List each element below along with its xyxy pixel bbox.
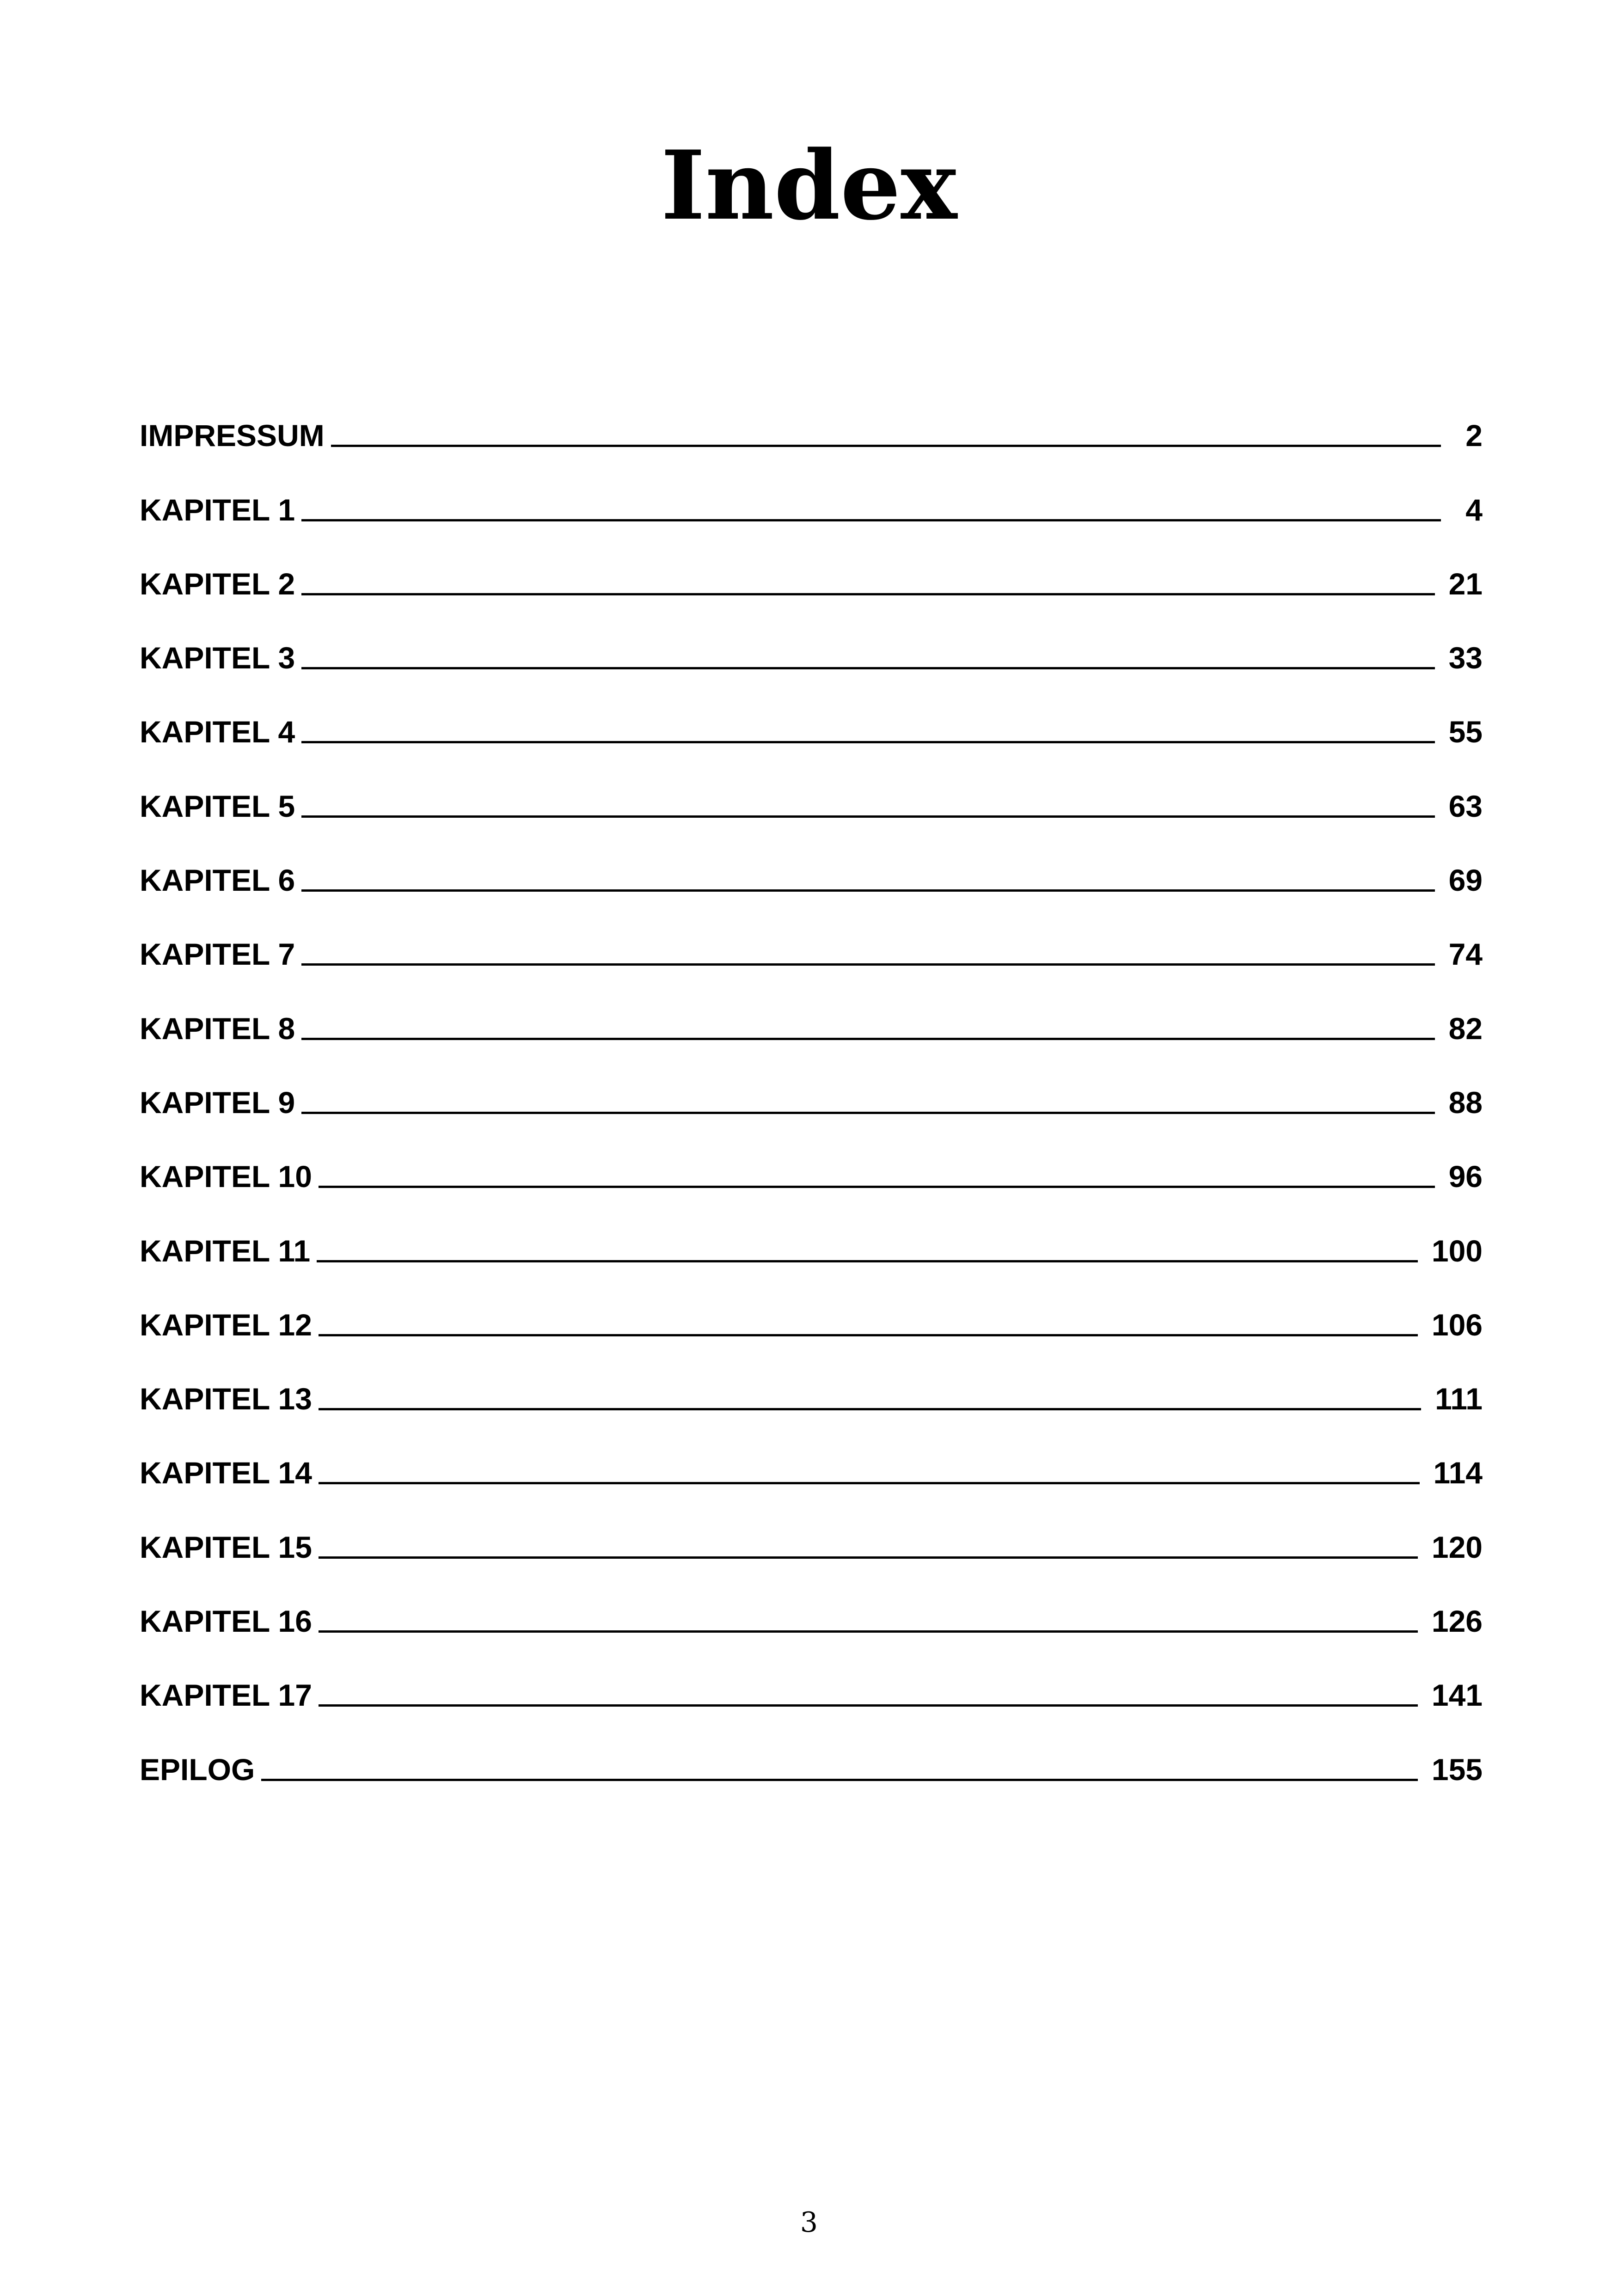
toc-entry-label: KAPITEL 16 — [140, 1604, 312, 1639]
toc-entry-label: IMPRESSUM — [140, 418, 325, 453]
toc-entry-label: KAPITEL 1 — [140, 492, 295, 527]
toc-leader-line — [301, 889, 1434, 892]
toc-leader-line — [301, 815, 1434, 818]
toc-leader-line — [319, 1482, 1420, 1484]
toc-entry-page: 88 — [1448, 1085, 1483, 1120]
toc-entry-page: 126 — [1431, 1604, 1483, 1639]
page-number: 3 — [800, 2206, 818, 2239]
toc-entry-kapitel-3[interactable] — [140, 599, 1483, 673]
toc-leader-line — [317, 1260, 1418, 1262]
toc-entry-kapitel-15[interactable] — [140, 1488, 1483, 1562]
toc-entry-kapitel-14[interactable] — [140, 1414, 1483, 1488]
toc-entry-kapitel-11[interactable] — [140, 1192, 1483, 1266]
toc-entry-kapitel-10[interactable] — [140, 1118, 1483, 1192]
toc-entry-label: EPILOG — [140, 1752, 255, 1787]
toc-leader-line — [261, 1779, 1418, 1781]
toc-entry-page: 21 — [1448, 566, 1483, 601]
page-title: Index — [661, 130, 957, 241]
toc-leader-line — [319, 1408, 1421, 1410]
toc-entry-label: KAPITEL 5 — [140, 789, 295, 823]
toc-entry-label: KAPITEL 6 — [140, 863, 295, 898]
toc-entry-label: KAPITEL 8 — [140, 1011, 295, 1046]
toc-entry-page: 106 — [1431, 1307, 1483, 1342]
toc-entry-page: 155 — [1431, 1752, 1483, 1787]
toc-entry-page: 33 — [1448, 641, 1483, 675]
toc-entry-kapitel-13[interactable] — [140, 1340, 1483, 1414]
toc-entry-label: KAPITEL 9 — [140, 1085, 295, 1120]
toc-entry-label: KAPITEL 3 — [140, 641, 295, 675]
toc-leader-line — [301, 1038, 1434, 1040]
toc-entry-page: 55 — [1448, 715, 1483, 749]
toc-entry-kapitel-7[interactable] — [140, 895, 1483, 972]
toc-entry-page: 100 — [1431, 1233, 1483, 1268]
toc-leader-line — [301, 741, 1434, 743]
toc-entry-kapitel-17[interactable] — [140, 1636, 1483, 1713]
toc-entry-page: 63 — [1448, 789, 1483, 823]
toc-entry-kapitel-12[interactable] — [140, 1266, 1483, 1340]
toc-entry-page: 114 — [1433, 1456, 1483, 1490]
toc-entry-page: 2 — [1465, 418, 1483, 453]
toc-leader-line — [319, 1556, 1418, 1559]
toc-entry-label: KAPITEL 10 — [140, 1159, 312, 1194]
toc-entry-epilog[interactable] — [140, 1710, 1483, 1787]
toc-leader-line — [301, 593, 1434, 595]
toc-entry-page: 111 — [1435, 1382, 1483, 1416]
toc-leader-line — [301, 1112, 1434, 1114]
toc-entry-page: 69 — [1448, 863, 1483, 898]
toc-entry-label: KAPITEL 11 — [140, 1233, 311, 1268]
toc-entry-kapitel-1[interactable] — [140, 451, 1483, 525]
toc-entry-label: KAPITEL 4 — [140, 715, 295, 749]
toc-leader-line — [301, 519, 1441, 521]
toc-entry-label: KAPITEL 13 — [140, 1382, 312, 1416]
toc-entry-label: KAPITEL 14 — [140, 1456, 312, 1490]
toc-leader-line — [319, 1704, 1418, 1707]
toc-entry-kapitel-2[interactable] — [140, 525, 1483, 599]
toc-entry-page: 82 — [1448, 1011, 1483, 1046]
toc-leader-line — [331, 445, 1441, 447]
toc-entry-kapitel-9[interactable] — [140, 1044, 1483, 1118]
toc-leader-line — [319, 1186, 1435, 1188]
toc-leader-line — [319, 1630, 1418, 1633]
table-of-contents — [140, 377, 1483, 1785]
toc-entry-page: 4 — [1465, 492, 1483, 527]
toc-entry-kapitel-5[interactable] — [140, 747, 1483, 821]
toc-entry-impressum[interactable] — [140, 377, 1483, 451]
toc-entry-label: KAPITEL 17 — [140, 1678, 312, 1713]
toc-entry-page: 120 — [1431, 1530, 1483, 1564]
toc-entry-label: KAPITEL 12 — [140, 1307, 312, 1342]
toc-entry-kapitel-16[interactable] — [140, 1562, 1483, 1639]
toc-entry-page: 74 — [1448, 937, 1483, 972]
toc-leader-line — [319, 1334, 1418, 1336]
toc-entry-page: 96 — [1448, 1159, 1483, 1194]
toc-entry-kapitel-6[interactable] — [140, 821, 1483, 898]
toc-entry-label: KAPITEL 7 — [140, 937, 295, 972]
toc-entry-page: 141 — [1431, 1678, 1483, 1713]
toc-entry-kapitel-4[interactable] — [140, 673, 1483, 747]
toc-leader-line — [301, 667, 1434, 669]
toc-entry-label: KAPITEL 15 — [140, 1530, 312, 1564]
toc-entry-kapitel-8[interactable] — [140, 969, 1483, 1046]
toc-leader-line — [301, 963, 1434, 966]
toc-entry-label: KAPITEL 2 — [140, 566, 295, 601]
